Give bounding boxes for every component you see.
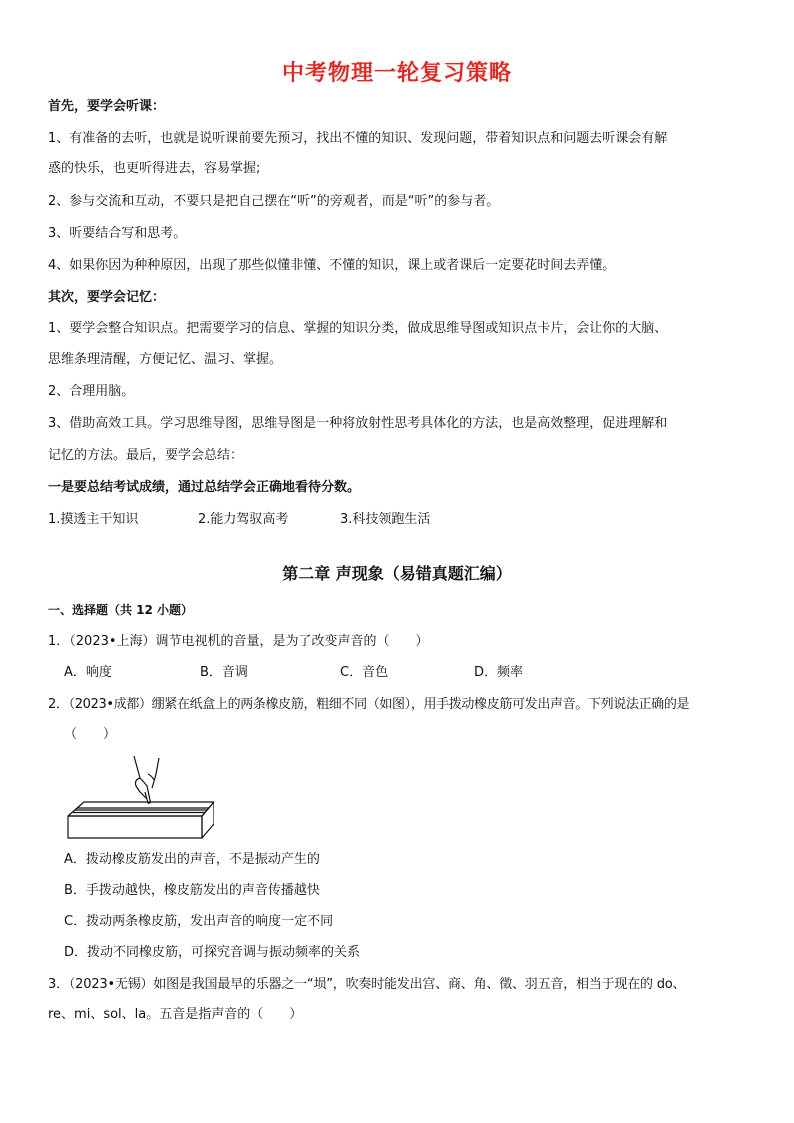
q1-stem: 1．（2023•上海）调节电视机的音量，是为了改变声音的（ ）	[48, 634, 429, 649]
chapter-title: 第二章 声现象（易错真题汇编）	[282, 564, 512, 583]
section1-p1-line1: 1、有准备的去听，也就是说听课前要先预习，找出不懂的知识、发现问题，带着知识点和问题去听课会有解	[48, 131, 668, 146]
q2-option-c: C．拨动两条橡皮筋，发出声音的响度一定不同	[64, 914, 334, 929]
tip-2: 2.能力驾驭高考	[198, 512, 289, 527]
section2-p1-line1: 1、要学会整合知识点。把需要学习的信息、掌握的知识分类，做成思维导图或知识点卡片，会让你的大脑、	[48, 321, 668, 336]
section1-p2: 2、参与交流和互动，不要只是把自己摆在“听”的旁观者，而是“听”的参与者。	[48, 194, 500, 209]
section2-p3-line2: 记忆的方法。最后，要学会总结：	[48, 448, 244, 463]
q2-stem-line2: （ ）	[64, 727, 117, 742]
q2-option-a: A．拨动橡皮筋发出的声音，不是振动产生的	[64, 852, 320, 867]
q3-stem-line2: re、mi、sol、la。五音是指声音的（ ）	[48, 1007, 303, 1022]
section1-heading: 首先，要学会听课：	[48, 99, 166, 114]
section1-p3: 3、听要结合写和思考。	[48, 226, 187, 241]
section2-p1-line2: 思维条理清醒，方便记忆、温习、掌握。	[48, 352, 283, 367]
tip-1: 1.摸透主干知识	[48, 512, 139, 527]
q1-option-a: A．响度	[64, 665, 112, 680]
section2-p2: 2、合理用脑。	[48, 384, 135, 399]
rubber-band-box-figure	[64, 752, 214, 844]
part-heading: 一、选择题（共 12 小题）	[48, 603, 194, 617]
q1-option-d: D．频率	[474, 665, 524, 680]
summary-line: 一是要总结考试成绩，通过总结学会正确地看待分数。	[48, 480, 361, 495]
q2-option-d: D．拨动不同橡皮筋，可探究音调与振动频率的关系	[64, 945, 361, 960]
q3-stem-line1: 3．（2023•无锡）如图是我国最早的乐器之一“埙”，吹奏时能发出宫、商、角、徵、羽五音，相当于现在的 do、	[48, 977, 686, 992]
q1-option-c: C．音色	[340, 665, 389, 680]
section2-heading: 其次，要学会记忆：	[48, 290, 166, 305]
tip-3: 3.科技领跑生活	[340, 512, 431, 527]
q2-stem-line1: 2．（2023•成都）绷紧在纸盒上的两条橡皮筋，粗细不同（如图），用手拨动橡皮筋可发出声音。下列说法正确的是	[48, 697, 690, 712]
q2-option-b: B．手拨动越快，橡皮筋发出的声音传播越快	[64, 883, 320, 898]
q1-option-b: B．音调	[200, 665, 248, 680]
section1-p1-line2: 惑的快乐，也更听得进去，容易掌握;	[48, 161, 261, 176]
section1-p4: 4、如果你因为种种原因，出现了那些似懂非懂、不懂的知识，课上或者课后一定要花时间去弄懂。	[48, 258, 616, 273]
section2-p3-line1: 3、借助高效工具。学习思维导图，思维导图是一种将放射性思考具体化的方法，也是高效整理，促进理解和	[48, 416, 668, 431]
page-title: 中考物理一轮复习策略	[281, 61, 512, 86]
